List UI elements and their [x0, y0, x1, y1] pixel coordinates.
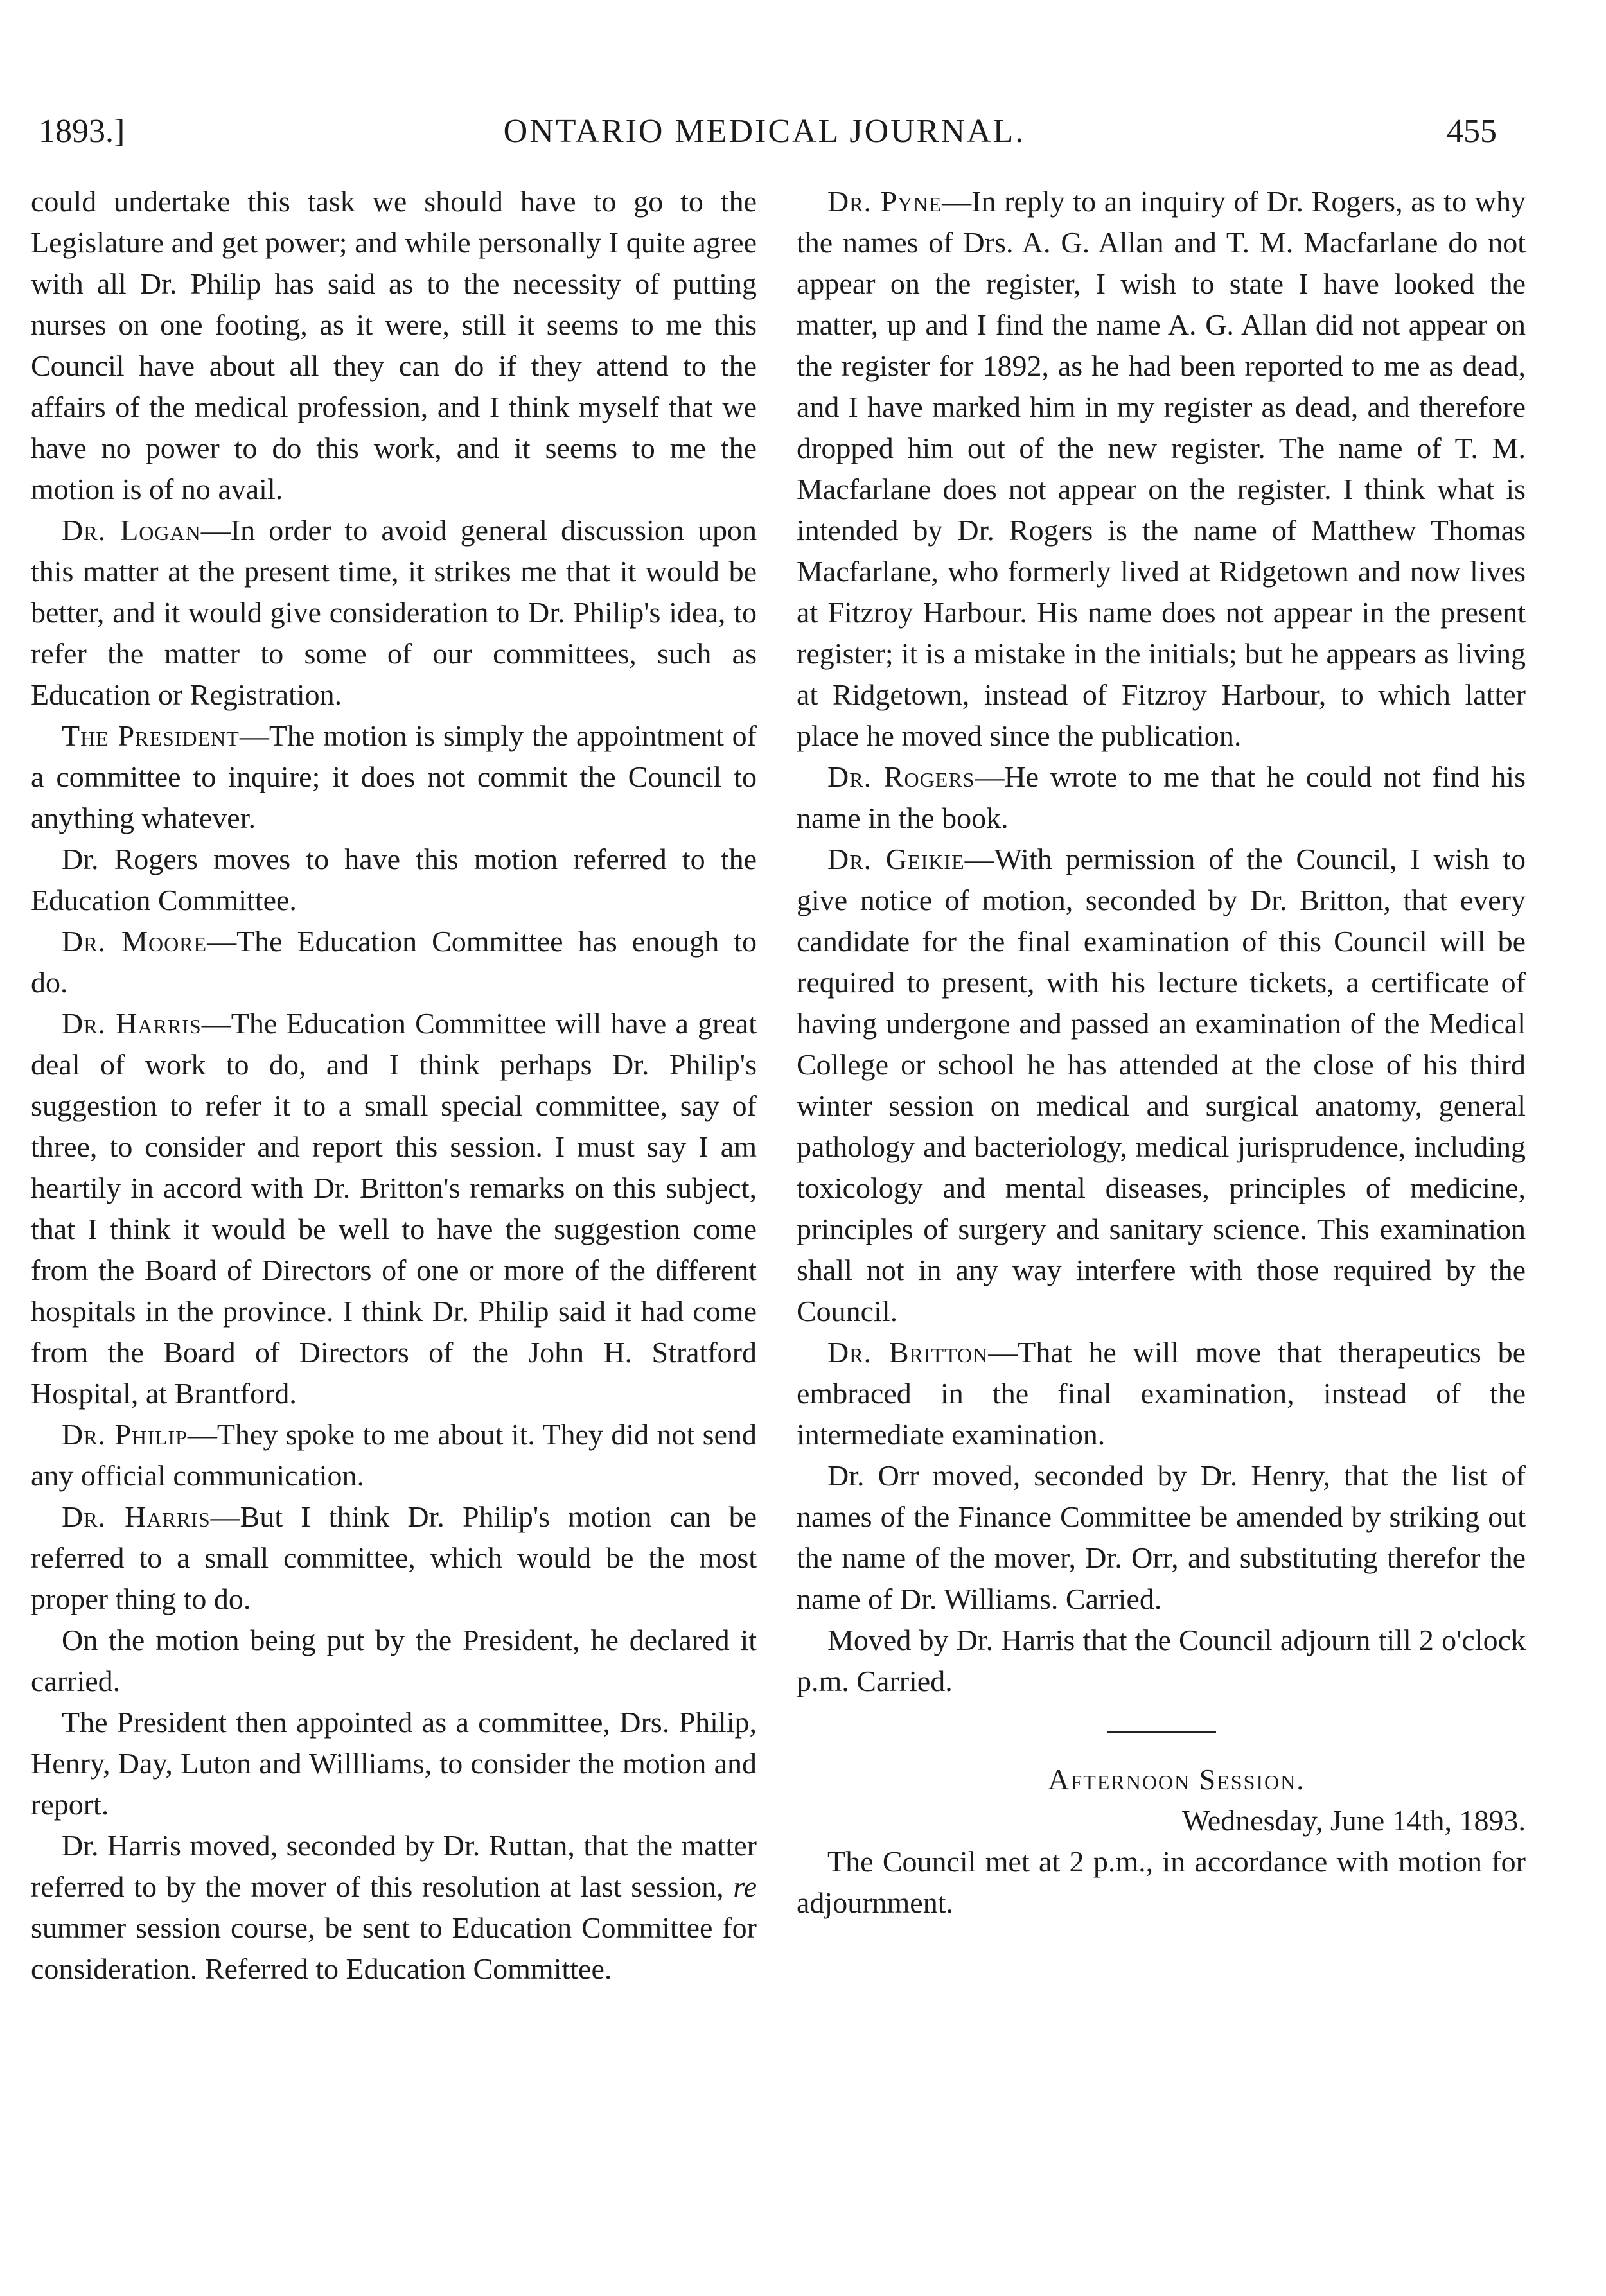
paragraph [797, 757, 1526, 839]
paragraph-text: —He wrote to me that he could not find his name in the book. [797, 760, 1526, 834]
paragraph-text: —The Education Committee will have a great deal of work to do, and I think perhaps Dr. Philip's suggestion to refer it to a small special committee, say of three, to consider and report this session. I must say I am heartily in accord with Dr. Britton's remarks on this subject, that I think it would be well to have the suggestion come from the Board of Directors of one or more of the different hospitals in the province. I think Dr. Philip said it had come from the Board of Directors of the John H. Stratford Hospital, at Brantford. [31, 1007, 757, 1410]
paragraph-text: —The motion is simply the appointment of a committee to inquire; it does not commit the Council to anything whatever. [31, 719, 757, 834]
paragraph-text: The President then appointed as a committee, Drs. Philip, Henry, Day, Luton and Willliams, to consider the motion and report. [31, 1706, 757, 1821]
paragraph-text: —The Education Committee has enough to do. [31, 925, 757, 999]
paragraph [797, 1620, 1526, 1702]
paragraph [797, 181, 1526, 757]
section-divider [1107, 1731, 1216, 1733]
speaker-name: Dr. Harris [62, 1500, 211, 1533]
paragraph [797, 1841, 1526, 1924]
paragraph-text: summer session course, be sent to Education Committee for consideration. Referred to Education Committee. [31, 1911, 757, 1985]
speaker-name: Dr. Britton [827, 1336, 989, 1369]
paragraph-text: Dr. Rogers moves to have this motion referred to the Education Committee. [31, 843, 757, 916]
paragraph-text: The Council met at 2 p.m., in accordance with motion for adjournment. [797, 1845, 1526, 1919]
paragraph-text: Moved by Dr. Harris that the Council adjourn till 2 o'clock p.m. Carried. [797, 1624, 1526, 1697]
right-column [797, 181, 1526, 1924]
header-year: 1893.] [39, 113, 125, 150]
paragraph [31, 1414, 757, 1496]
page-number: 455 [1447, 113, 1497, 150]
speaker-name: Dr. Harris [62, 1007, 202, 1040]
paragraph-text: On the motion being put by the President, he declared it carried. [31, 1624, 757, 1697]
paragraph-text: —That he will move that therapeutics be embraced in the final examination, instead of the intermediate examination. [797, 1336, 1526, 1451]
paragraph [797, 1332, 1526, 1455]
paragraph [797, 839, 1526, 1332]
left-column [31, 181, 757, 1990]
paragraph-text: —With permission of the Council, I wish to give notice of motion, seconded by Dr. Britton, that every candidate for the final examination of this Council will be required to present, with his lecture tickets, a certificate of having undergone and passed an examination of the Medical College or school he has attended at the close of his third winter session on medical and surgical anatomy, general pathology and bacteriology, medical jurisprudence, including toxicology and mental diseases, principles of medicine, principles of surgery and sanitary science. This examination shall not in any way interfere with those required by the Council. [797, 843, 1526, 1328]
speaker-name: Dr. Rogers [827, 760, 975, 793]
paragraph [31, 181, 757, 510]
paragraph-text: —But I think Dr. Philip's motion can be referred to a small committee, which would be the most proper thing to do. [31, 1500, 757, 1615]
paragraph-text: could undertake this task we should have to go to the Legislature and get power; and while personally I quite agree with all Dr. Philip has said as to the necessity of putting nurses on one footing, as it were, still it seems to me this Council have about all they can do if they attend to the affairs of the medical profession, and I think myself that we have no power to do this work, and it seems to me the motion is of no avail. [31, 185, 757, 505]
paragraph-text: —In reply to an inquiry of Dr. Rogers, as to why the names of Drs. A. G. Allan and T. M. Macfarlane do not appear on the register, I wish to state I have looked the matter, up and I find the name A. G. Allan did not appear on the register for 1892, as he had been reported to me as dead, and I have marked him in my register as dead, and therefore dropped him out of the new register. The name of T. M. Macfarlane does not appear on the register. I think what is intended by Dr. Rogers is the name of Matthew Thomas Macfarlane, who formerly lived at Ridgetown and now lives at Fitzroy Harbour. His name does not appear in the present register; it is a mistake in the initials; but he appears as living at Ridgetown, instead of Fitzroy Harbour, to which latter place he moved since the publication. [797, 185, 1526, 752]
paragraph-text: Dr. Orr moved, seconded by Dr. Henry, that the list of names of the Finance Committee be amended by striking out the name of the mover, Dr. Orr, and substituting therefor the name of Dr. Williams. Carried. [797, 1459, 1526, 1615]
paragraph [31, 715, 757, 839]
journal-title: ONTARIO MEDICAL JOURNAL. [503, 113, 1026, 150]
paragraph [31, 1620, 757, 1702]
paragraph [31, 1825, 757, 1990]
italic-term: re [733, 1870, 757, 1903]
paragraph [797, 1455, 1526, 1620]
paragraph-text: —They spoke to me about it. They did not send any official communication. [31, 1418, 757, 1492]
paragraph-text: —In order to avoid general discussion upon this matter at the present time, it strikes me that it would be better, and it would give consideration to Dr. Philip's idea, to refer the matter to some of our committees, such as Education or Registration. [31, 514, 757, 711]
section-heading: Afternoon Session. [1048, 1763, 1305, 1796]
speaker-name: The President [62, 719, 240, 752]
paragraph [31, 510, 757, 715]
speaker-name: Dr. Philip [62, 1418, 188, 1451]
speaker-name: Dr. Pyne [827, 185, 942, 218]
session-date: Wednesday, June 14th, 1893. [1182, 1804, 1526, 1837]
paragraph [31, 1496, 757, 1620]
running-header [32, 103, 1497, 161]
paragraph-text: Dr. Harris moved, seconded by Dr. Ruttan, that the matter referred to by the mover of this resolution at last session, [31, 1829, 757, 1903]
speaker-name: Dr. Geikie [827, 843, 965, 875]
paragraph [31, 839, 757, 921]
paragraph [31, 1003, 757, 1414]
speaker-name: Dr. Moore [62, 925, 207, 958]
paragraph [31, 1702, 757, 1825]
speaker-name: Dr. Logan [62, 514, 201, 547]
paragraph [31, 921, 757, 1003]
